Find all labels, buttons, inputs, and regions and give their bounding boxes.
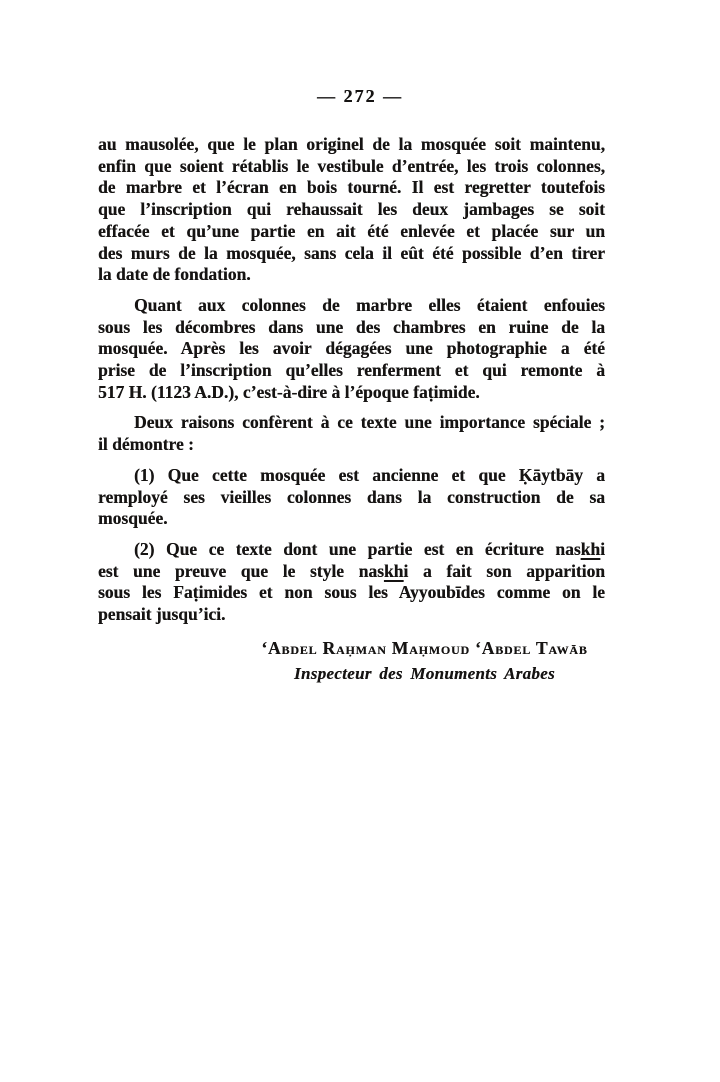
text-line: au mausolée, que le plan originel de la mosquée soit maintenu,: [98, 134, 605, 154]
signature-block: [171, 635, 678, 688]
signature-name: ‘Abdel Raḥman Maḥmoud ‘Abdel Tawāb: [261, 637, 588, 658]
underlined-text: kh: [580, 538, 601, 559]
text-line: [98, 539, 605, 561]
text-segment: i a fait son apparition: [403, 560, 605, 581]
paragraph-4: [98, 465, 605, 530]
text-line: que l’inscription qui rehaussait les deux jambages se soit: [98, 199, 605, 220]
text-line: pensait jusqu’ici.: [98, 604, 226, 625]
text-line: (1) Que cette mosquée est ancienne et que Ḳāytbāy a: [134, 464, 605, 485]
text-block: [98, 134, 605, 688]
text-line: [98, 561, 605, 583]
paragraph-2: [98, 295, 605, 404]
signature-role: Inspecteur des Monuments Arabes: [294, 664, 555, 684]
text-line: mosquée.: [98, 508, 168, 529]
text-line: Quant aux colonnes de marbre elles étaient enfouies: [134, 294, 605, 315]
text-line: de marbre et l’écran en bois tourné. Il est regretter toutefois: [98, 177, 605, 198]
text-segment: (2) Que ce texte dont une partie est en écriture nas: [134, 538, 581, 559]
text-line: mosquée. Après les avoir dégagées une photographie a été: [98, 338, 605, 359]
text-line: effacée et qu’une partie en ait été enlevée et placée sur un: [98, 220, 605, 241]
underlined-text: kh: [383, 560, 404, 581]
paragraph-5: [98, 539, 605, 626]
text-line: sous les décombres dans une des chambres en ruine de la: [98, 316, 605, 337]
text-line: il démontre :: [98, 434, 194, 455]
text-segment: est une preuve que le style nas: [98, 560, 384, 581]
text-segment: i: [600, 538, 605, 559]
text-line: 517 H. (1123 A.D.), c’est-à-dire à l’époque faṭimide.: [98, 381, 480, 402]
text-line: sous les Faṭimides et non sous les Ayyoubīdes comme on le: [98, 582, 605, 603]
text-line: remployé ses vieilles colonnes dans la construction de sa: [98, 486, 605, 507]
text-line: prise de l’inscription qu’elles renferment et qui remonte à: [98, 360, 605, 381]
text-line: enfin que soient rétablis le vestibule d’entrée, les trois colonnes,: [98, 155, 605, 176]
paragraph-3: [98, 412, 605, 455]
page-number-header: — 272 —: [317, 86, 403, 106]
paragraph-1: [98, 134, 605, 286]
text-line: Deux raisons confèrent à ce texte une importance spéciale ;: [134, 412, 605, 433]
text-line: des murs de la mosquée, sans cela il eût été possible d’en tirer: [98, 242, 605, 263]
text-line: la date de fondation.: [98, 264, 251, 285]
